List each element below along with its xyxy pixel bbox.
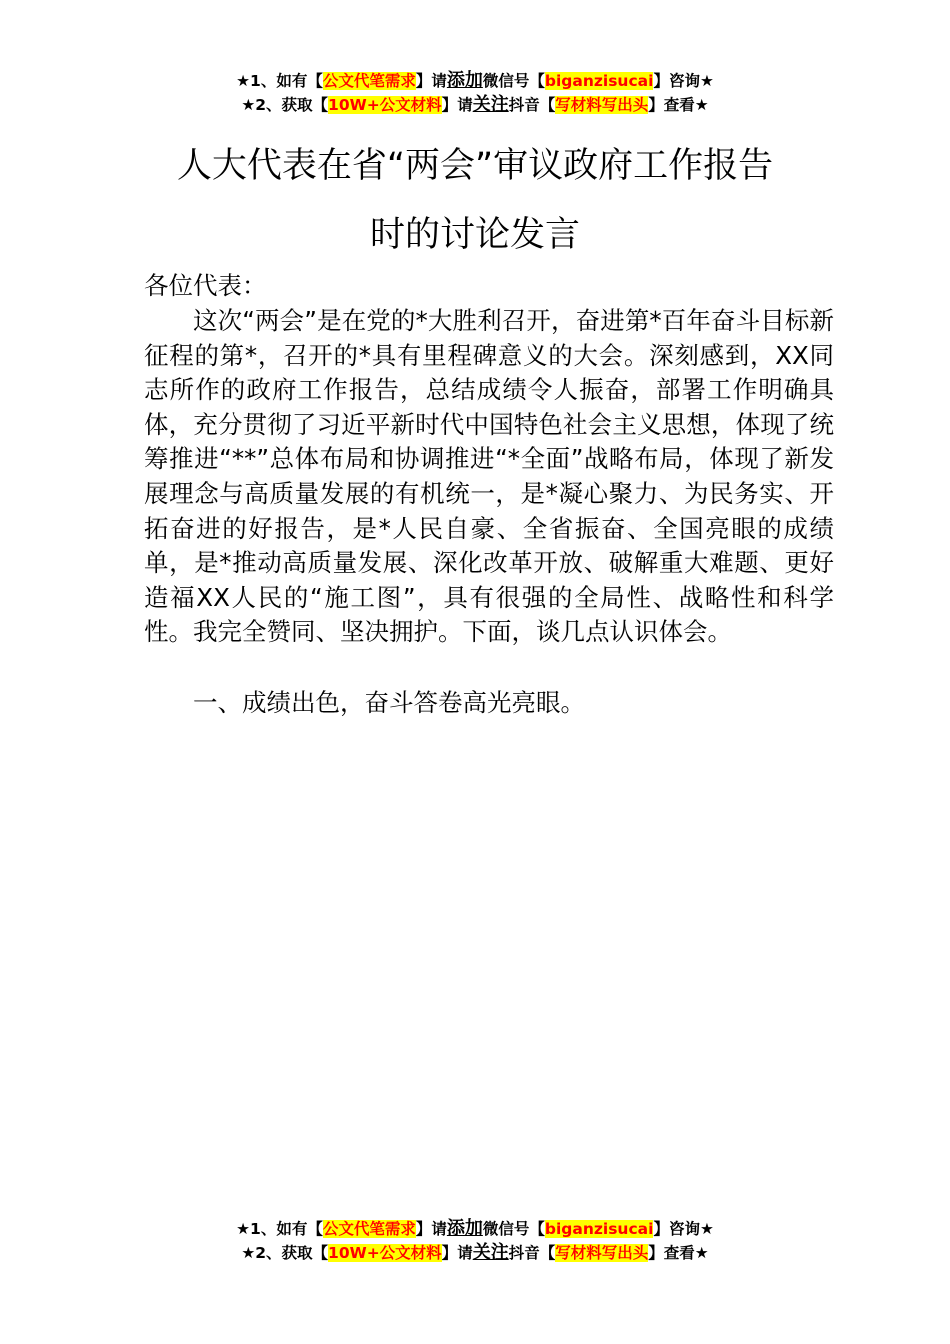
promo-header (0, 69, 950, 117)
promo-highlight: 公文代笔需求 (322, 1220, 416, 1238)
promo-line-2: ★2、获取【10W+公文材料】请关注抖音【写材料写出头】查看★ (241, 94, 709, 115)
body-paragraph: 这次“两会”是在党的*大胜利召开，奋进第*百年奋斗目标新征程的第*，召开的*具有里程碑意义的大会。深刻感到，XX同志所作的政府工作报告，总结成绩令人振奋，部署工作明确具体，充分贯彻了习近平新时代中国特色社会主义思想，体现了统筹推进“**”总体布局和协调推进“*全面”战略布局，体现了新发展理念与高质量发展的有机统一，是*凝心聚力、为民务实、开拓奋进的好报告，是*人民自豪、全省振奋、全国亮眼的成绩单，是*推动高质量发展、深化改革开放、破解重大难题、更好造福XX人民的“施工图”，具有很强的全局性、战略性和科学性。我完全赞同、坚决拥护。下面，谈几点认识体会。 (144, 306, 834, 647)
document-title-line-1: 人大代表在省“两会”审议政府工作报告 (176, 146, 774, 186)
salutation: 各位代表： (144, 271, 267, 300)
promo-footer (0, 1217, 950, 1265)
promo-highlight: 10W+公文材料 (328, 1244, 442, 1262)
promo-line-1: ★1、如有【公文代笔需求】请添加微信号【biganzisucai】咨询★ (236, 1218, 714, 1239)
promo-line-1: ★1、如有【公文代笔需求】请添加微信号【biganzisucai】咨询★ (236, 70, 714, 91)
promo-highlight: 10W+公文材料 (328, 96, 442, 114)
promo-douyin-id: 写材料写出头 (555, 1244, 649, 1262)
section-heading: 一、成绩出色，奋斗答卷高光亮眼。 (193, 688, 585, 717)
promo-line-2: ★2、获取【10W+公文材料】请关注抖音【写材料写出头】查看★ (241, 1242, 709, 1263)
promo-douyin-id: 写材料写出头 (555, 96, 649, 114)
promo-wechat-id: biganzisucai (544, 72, 654, 90)
document-title-line-2: 时的讨论发言 (369, 215, 580, 255)
promo-wechat-id: biganzisucai (544, 1220, 654, 1238)
promo-highlight: 公文代笔需求 (322, 72, 416, 90)
